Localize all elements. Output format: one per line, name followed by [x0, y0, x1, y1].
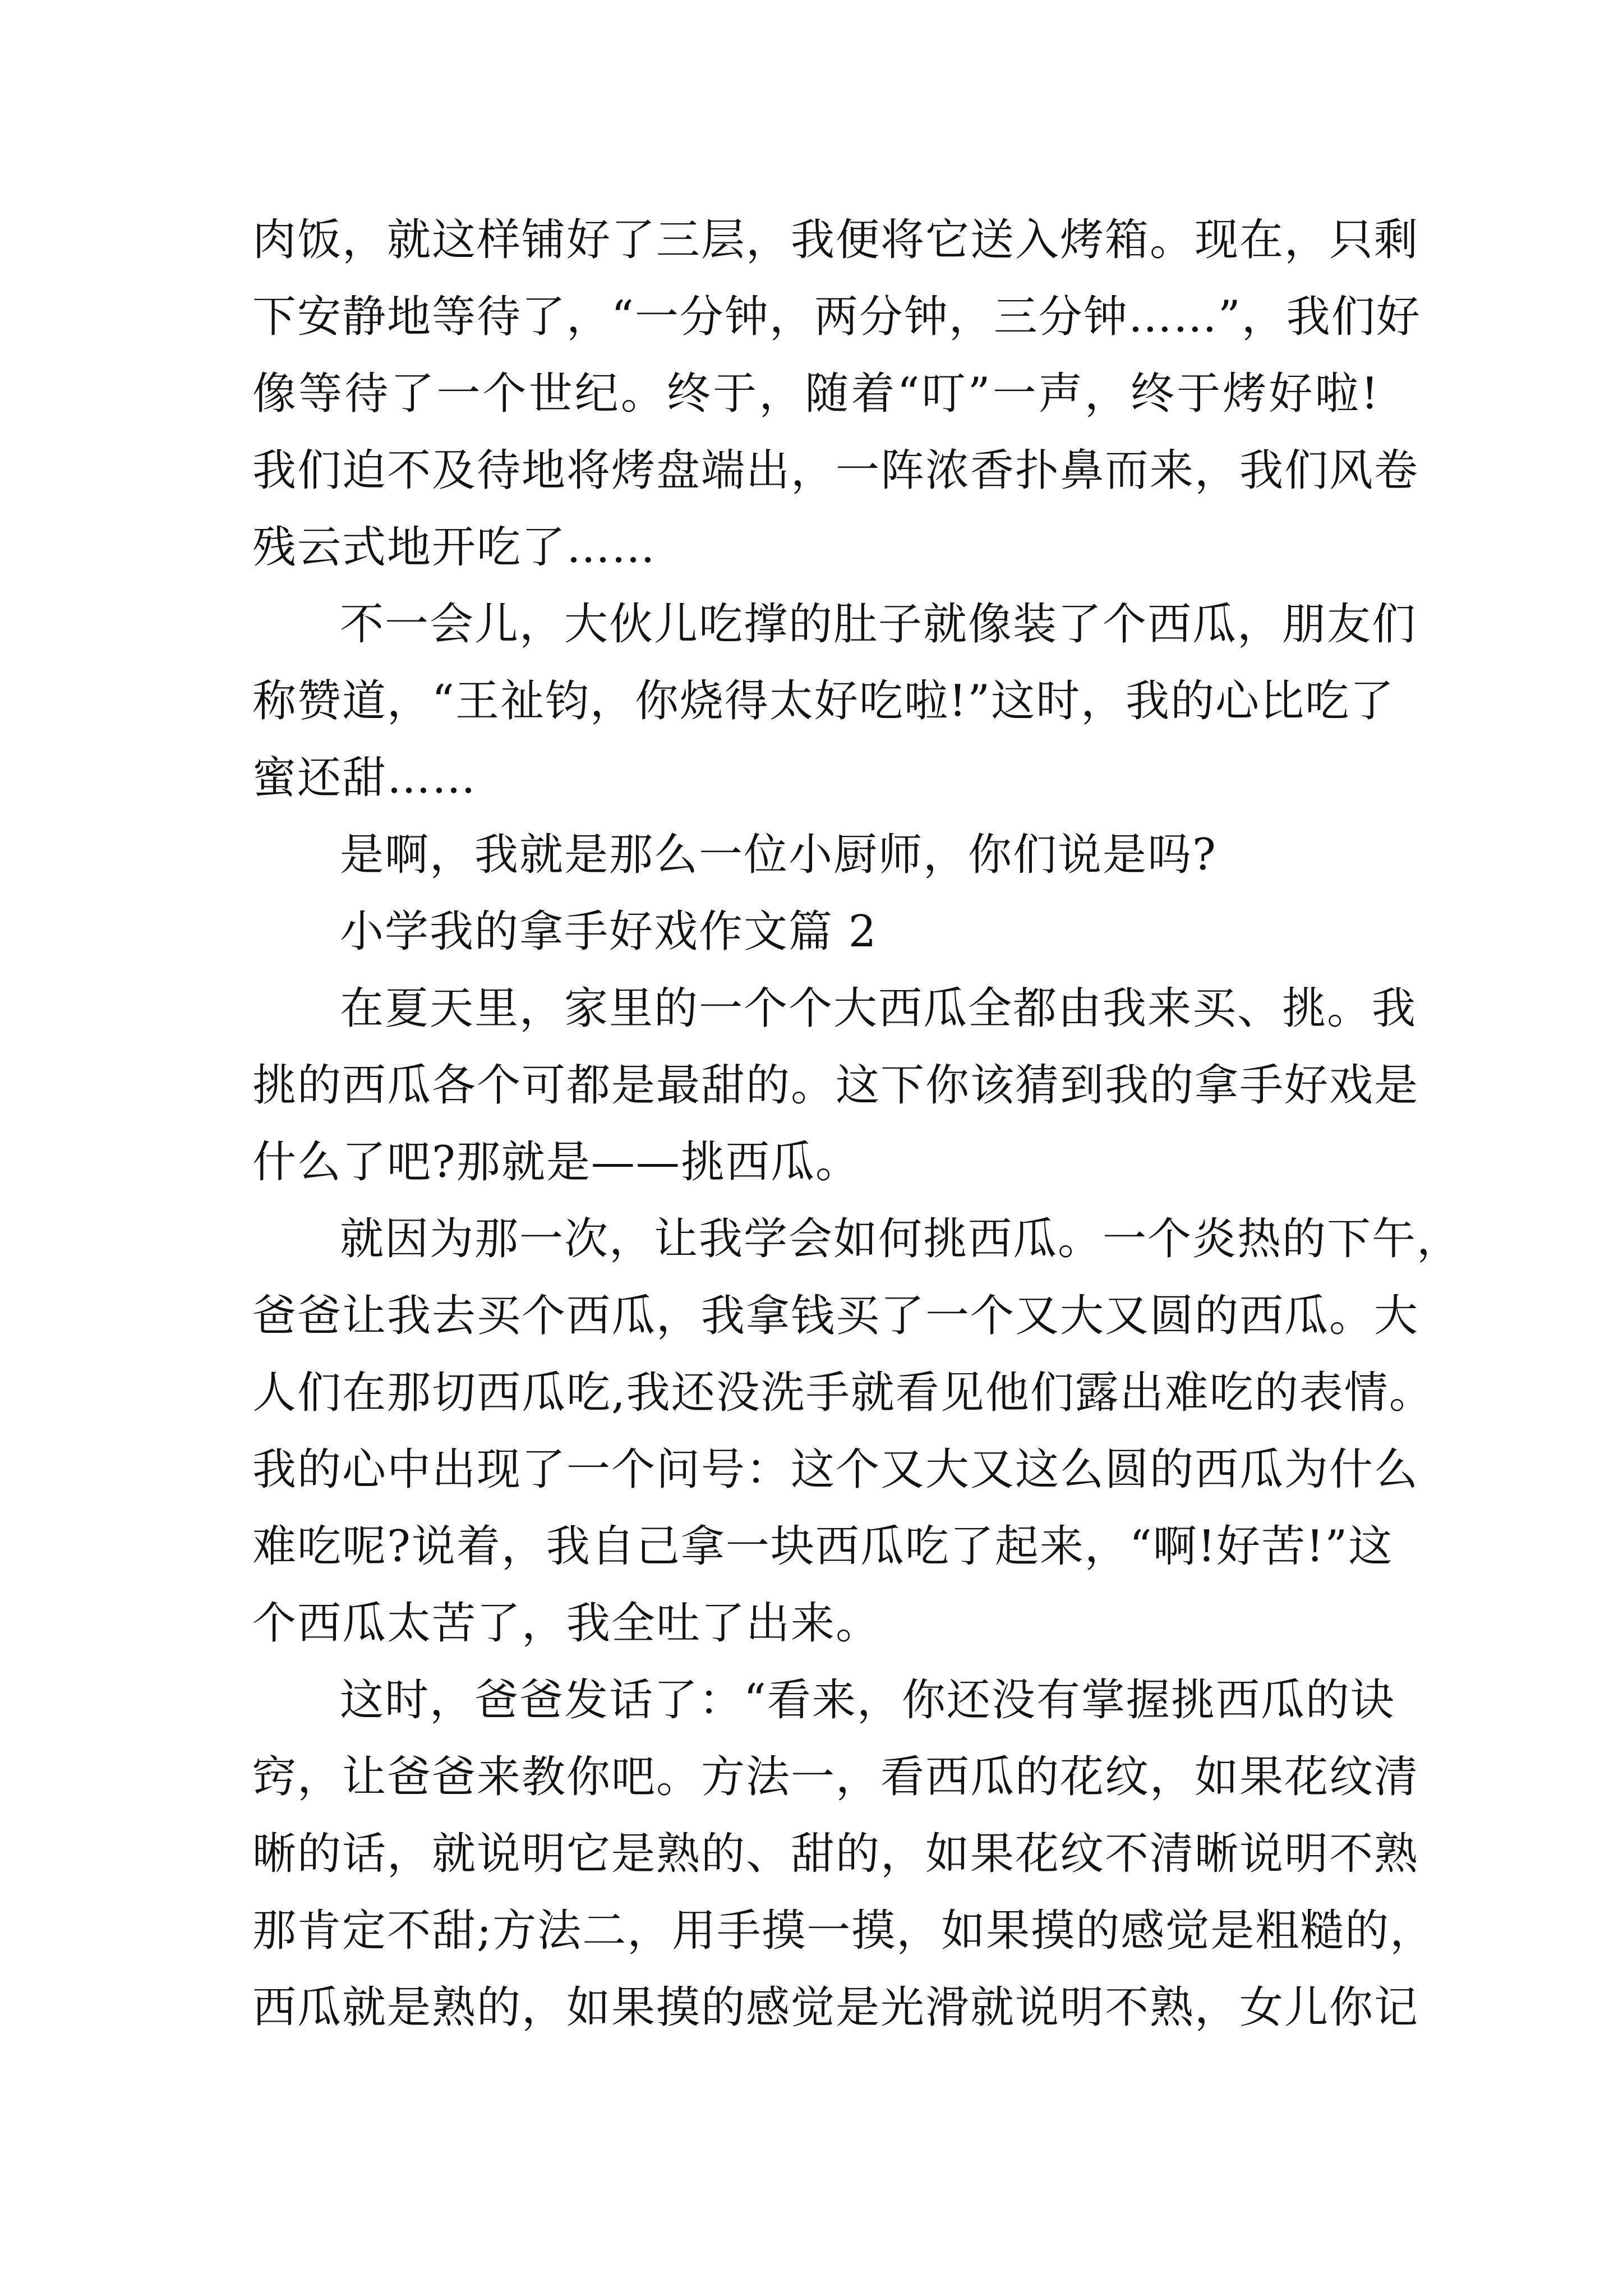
paragraph	[252, 586, 1417, 817]
text-line: 肉饭，就这样铺好了三层，我便将它送入烤箱。现在，只剩	[252, 215, 1419, 265]
text-line: 个西瓜太苦了，我全吐了出来。	[252, 1598, 881, 1649]
document-body	[252, 202, 1462, 2046]
paragraph	[252, 970, 1419, 1201]
text-line: 那肯定不甜;方法二，用手摸一摸，如果摸的感觉是粗糙的，	[252, 1906, 1435, 1956]
text-line: 挑的西瓜各个可都是最甜的。这下你该猜到我的拿手好戏是	[252, 1060, 1419, 1111]
text-line: 在夏天里，家里的一个个大西瓜全都由我来买、挑。我	[340, 983, 1417, 1034]
text-line: 什么了吧?那就是——挑西瓜。	[252, 1137, 860, 1188]
text-line: 不一会儿，大伙儿吃撑的肚子就像装了个西瓜，朋友们	[340, 599, 1417, 650]
text-line: 称赞道，“王祉钧，你烧得太好吃啦!”这时，我的心比吃了	[252, 676, 1395, 726]
text-line: 难吃呢?说着，我自己拿一块西瓜吃了起来，“啊!好苦!”这	[252, 1521, 1394, 1572]
text-line: 就因为那一次，让我学会如何挑西瓜。一个炎热的下午，	[340, 1214, 1462, 1264]
text-line: 是啊，我就是那么一位小厨师，你们说是吗?	[340, 830, 1217, 880]
text-line: 蜜还甜……	[252, 753, 477, 803]
text-line: 残云式地开吃了……	[252, 522, 657, 573]
text-line: 下安静地等待了，“一分钟，两分钟，三分钟……”，我们好	[252, 292, 1421, 342]
text-line: 人们在那切西瓜吃,我还没洗手就看见他们露出难吃的表情。	[252, 1368, 1434, 1418]
paragraph	[252, 894, 1380, 970]
text-line: 小学我的拿手好戏作文篇 2	[340, 907, 878, 957]
paragraph	[252, 202, 1421, 586]
text-line: 爸爸让我去买个西瓜，我拿钱买了一个又大又圆的西瓜。大	[252, 1291, 1419, 1341]
text-line: 像等待了一个世纪。终于，随着“叮”一声，终于烤好啦!	[252, 369, 1380, 419]
paragraph	[252, 1662, 1435, 2046]
paragraph	[252, 1201, 1462, 1662]
text-line: 窍，让爸爸来教你吧。方法一，看西瓜的花纹，如果花纹清	[252, 1752, 1419, 1802]
text-line: 我的心中出现了一个问号：这个又大又这么圆的西瓜为什么	[252, 1444, 1419, 1495]
text-line: 西瓜就是熟的，如果摸的感觉是光滑就说明不熟，女儿你记	[252, 1982, 1419, 2033]
paragraph	[252, 817, 1380, 894]
text-line: 我们迫不及待地将烤盘端出，一阵浓香扑鼻而来，我们风卷	[252, 445, 1419, 496]
text-line: 晰的话，就说明它是熟的、甜的，如果花纹不清晰说明不熟	[252, 1829, 1419, 1879]
text-line: 这时，爸爸发话了：“看来，你还没有掌握挑西瓜的诀	[340, 1675, 1395, 1726]
